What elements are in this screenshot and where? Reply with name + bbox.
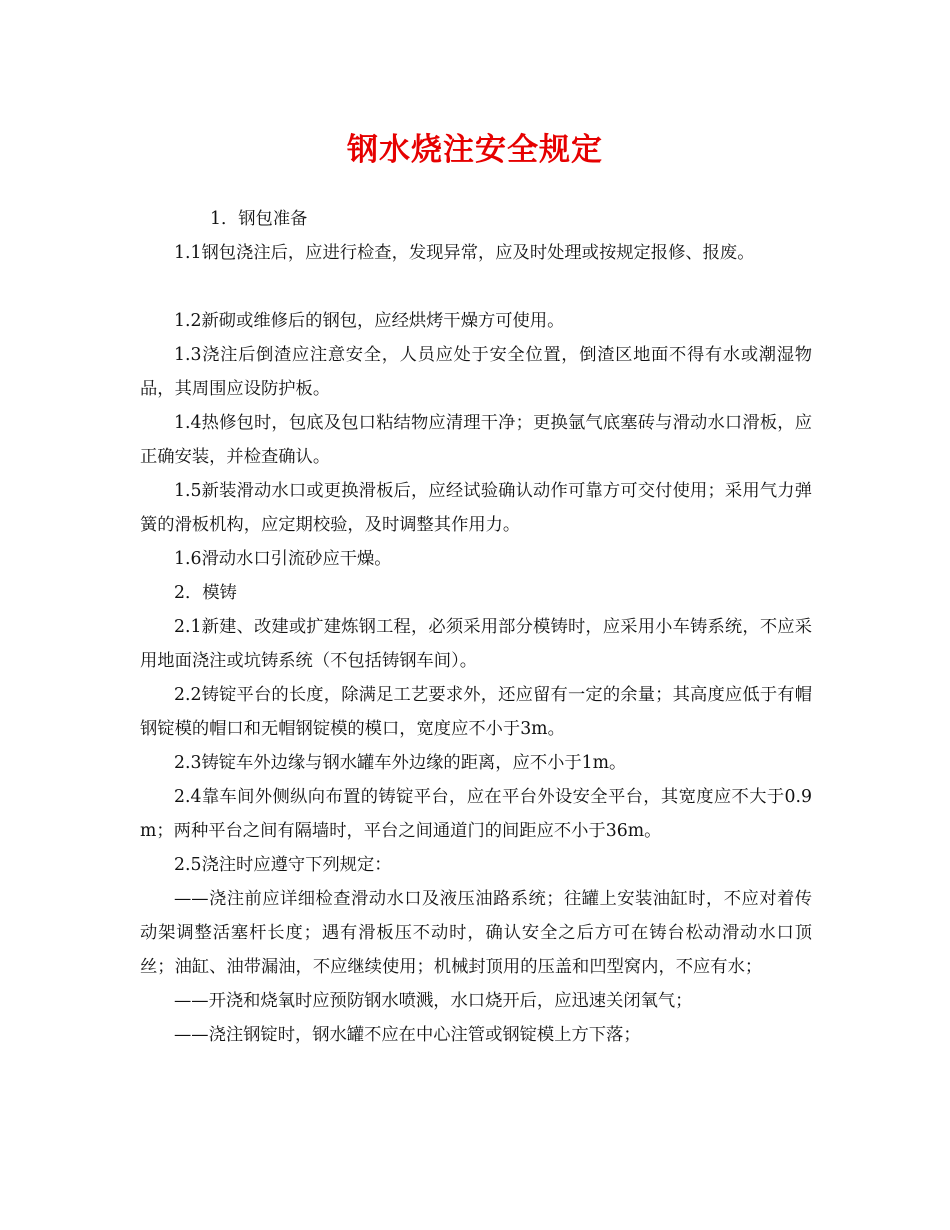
- document-body: [140, 202, 812, 1052]
- paragraph: 1.5新装滑动水口或更换滑板后，应经试验确认动作可靠方可交付使用；采用气力弹簧的滑板机构，应定期校验，及时调整其作用力。: [140, 481, 812, 535]
- section-heading: 1．钢包准备: [210, 209, 308, 229]
- paragraph: 1.2新砌或维修后的钢包，应经烘烤干燥方可使用。: [174, 311, 565, 331]
- paragraph: 2.1新建、改建或扩建炼钢工程，必须采用部分模铸时，应采用小车铸系统，不应采用地面浇注或坑铸系统（不包括铸钢车间）。: [140, 617, 812, 671]
- list-item: ——浇注钢锭时，钢水罐不应在中心注管或钢锭模上方下落；: [174, 1025, 641, 1045]
- document-title: 钢水烧注安全规定: [347, 132, 603, 168]
- list-item: ——开浇和烧氧时应预防钢水喷溅，水口烧开后，应迅速关闭氧气；: [174, 991, 693, 1011]
- paragraph: 2.2铸锭平台的长度，除满足工艺要求外，还应留有一定的余量；其高度应低于有帽钢锭模的帽口和无帽钢锭模的模口，宽度应不小于3m。: [140, 685, 812, 739]
- paragraph: 2.3铸锭车外边缘与钢水罐车外边缘的距离，应不小于1m。: [174, 753, 627, 773]
- list-item: ——浇注前应详细检查滑动水口及液压油路系统；往罐上安装油缸时，不应对着传动架调整活塞杆长度；遇有滑板压不动时，确认安全之后方可在铸台松动滑动水口顶丝；油缸、油带漏油，不应继续使用；机械封顶用的压盖和凹型窝内，不应有水；: [140, 889, 812, 977]
- section-heading: 2．模铸: [174, 583, 237, 603]
- paragraph: 1.3浇注后倒渣应注意安全，人员应处于安全位置，倒渣区地面不得有水或潮湿物品，其周围应设防护板。: [140, 345, 812, 399]
- paragraph: 2.5浇注时应遵守下列规定：: [174, 855, 392, 875]
- paragraph: 1.1钢包浇注后，应进行检查，发现异常，应及时处理或按规定报修、报废。: [174, 243, 755, 263]
- paragraph: 2.4靠车间外侧纵向布置的铸锭平台，应在平台外设安全平台，其宽度应不大于0.9m；两种平台之间有隔墙时，平台之间通道门的间距应不小于36m。: [140, 787, 812, 841]
- paragraph: 1.4热修包时，包底及包口粘结物应清理干净；更换氩气底塞砖与滑动水口滑板，应正确安装，并检查确认。: [140, 413, 812, 467]
- paragraph: 1.6滑动水口引流砂应干燥。: [174, 549, 392, 569]
